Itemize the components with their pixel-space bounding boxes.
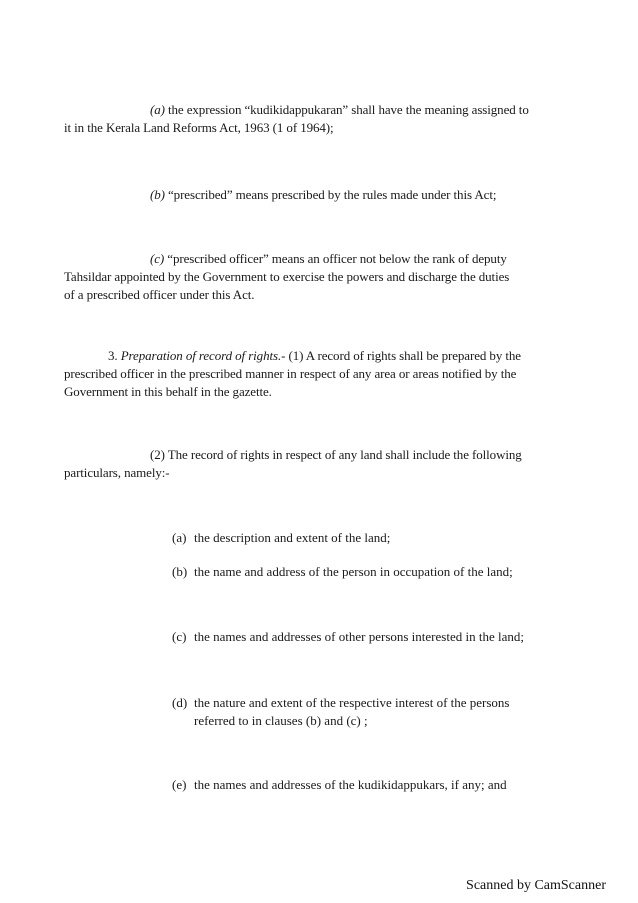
scanner-watermark: Scanned by CamScanner xyxy=(466,878,606,893)
clause-c-label: (c) xyxy=(150,251,165,266)
list-item-text: the name and address of the person in occupation of the land; xyxy=(194,564,513,579)
list-item-label: (c) xyxy=(172,629,187,644)
section-3-line3: Government in this behalf in the gazette. xyxy=(64,384,272,399)
clause-c xyxy=(64,250,584,304)
subsection-2 xyxy=(64,446,584,482)
list-item-text: the description and extent of the land; xyxy=(194,530,391,545)
list-item-text: the nature and extent of the respective interest of the persons xyxy=(194,695,510,710)
list-item-text: the names and addresses of other persons interested in the land; xyxy=(194,629,524,644)
section-3-line1: (1) A record of rights shall be prepared by the xyxy=(285,348,521,363)
clause-a-label: (a) xyxy=(150,102,165,117)
list-item-continuation: referred to in clauses (b) and (c) ; xyxy=(194,713,368,728)
clause-b xyxy=(64,186,584,204)
clause-a-line2: it in the Kerala Land Reforms Act, 1963 (1 of 1964); xyxy=(64,120,334,135)
list-item xyxy=(172,529,390,547)
list-item xyxy=(172,776,507,794)
clause-a-line1: the expression “kudikidappukaran” shall have the meaning assigned to xyxy=(164,102,529,117)
list-item xyxy=(172,694,582,730)
subsection-2-line2: particulars, namely:- xyxy=(64,465,170,480)
list-item-label: (e) xyxy=(172,777,187,792)
clause-c-line1: “prescribed officer” means an officer not below the rank of deputy xyxy=(164,251,507,266)
subsection-2-line1: (2) The record of rights in respect of any land shall include the following xyxy=(150,447,522,462)
clause-c-line3: of a prescribed officer under this Act. xyxy=(64,287,255,302)
list-item-text: the names and addresses of the kudikidappukars, if any; and xyxy=(194,777,507,792)
list-item-label: (d) xyxy=(172,695,188,710)
list-item xyxy=(172,628,524,646)
clause-b-label: (b) xyxy=(150,187,165,202)
list-item-label: (b) xyxy=(172,564,188,579)
section-3-heading: Preparation of record of rights.- xyxy=(120,348,286,363)
list-item-label: (a) xyxy=(172,530,187,545)
list-item xyxy=(172,563,513,581)
section-3-number: 3. xyxy=(108,348,118,363)
clause-a xyxy=(64,101,584,137)
section-3-line2: prescribed officer in the prescribed manner in respect of any area or areas notified by the xyxy=(64,366,517,381)
clause-c-line2: Tahsildar appointed by the Government to exercise the powers and discharge the duties xyxy=(64,269,510,284)
section-3 xyxy=(64,347,584,401)
clause-b-text: “prescribed” means prescribed by the rules made under this Act; xyxy=(164,187,497,202)
